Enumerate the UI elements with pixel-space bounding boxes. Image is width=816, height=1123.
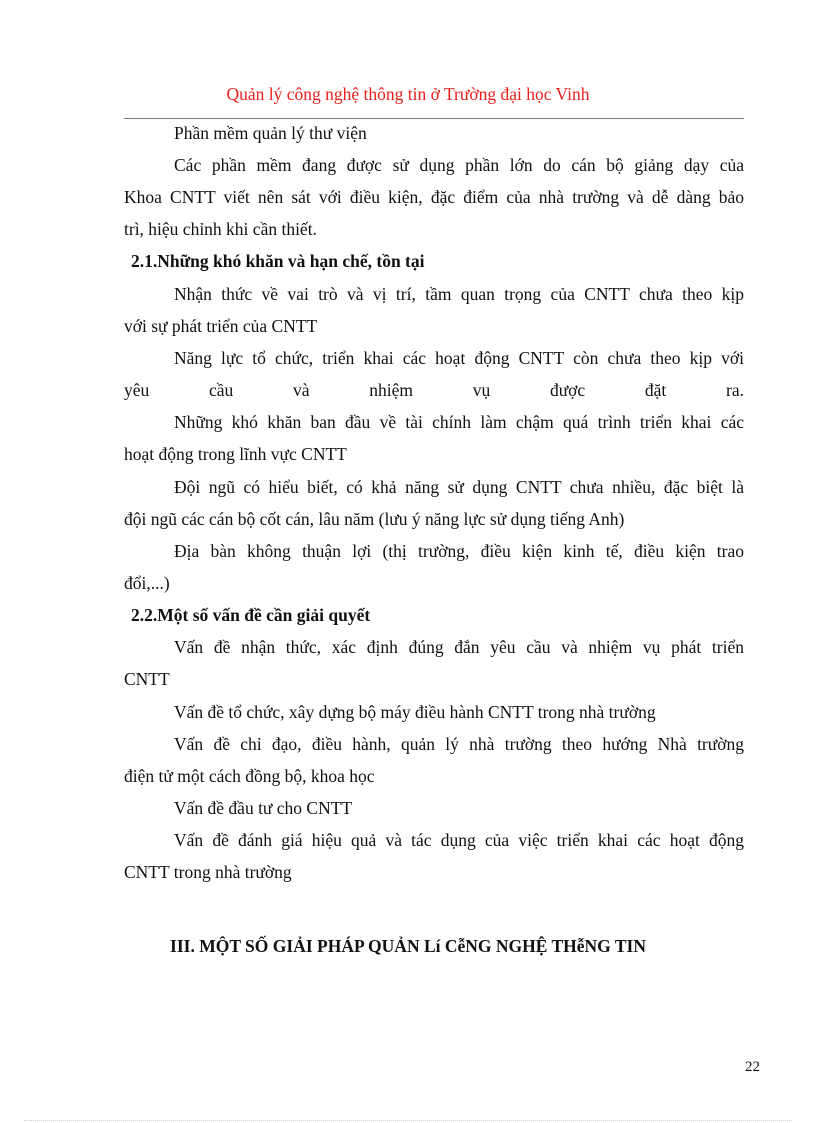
paragraph-line: Năng lực tổ chức, triển khai các hoạt động CNTT còn chưa theo kịp với [174, 348, 744, 368]
subsection-heading: 2.2.Một số vấn đề cần giải quyết [131, 605, 371, 625]
paragraph-line: Nhận thức về vai trò và vị trí, tầm quan trọng của CNTT chưa theo kịp [174, 284, 744, 304]
paragraph-line: đổi,...) [124, 573, 170, 593]
paragraph-line: Địa bàn không thuận lợi (thị trường, điều kiện kinh tế, điều kiện trao [174, 541, 744, 561]
paragraph-line: CNTT [124, 669, 170, 689]
paragraph-line: Vấn đề chỉ đạo, điều hành, quản lý nhà trường theo hướng Nhà trường [174, 734, 744, 754]
paragraph-line: với sự phát triển của CNTT [124, 316, 318, 336]
paragraph-line: Vấn đề tổ chức, xây dựng bộ máy điều hành CNTT trong nhà trường [174, 702, 656, 722]
paragraph-line: Vấn đề nhận thức, xác định đúng đắn yêu cầu và nhiệm vụ phát triển [174, 637, 744, 657]
section-title: III. MỘT SỐ GIẢI PHÁP QUẢN Lí CễNG NGHỆ THễNG TIN [170, 936, 646, 956]
paragraph-line: Vấn đề đầu tư cho CNTT [174, 798, 353, 818]
paragraph-line: Các phần mềm đang được sử dụng phần lớn do cán bộ giảng dạy của [174, 155, 744, 175]
paragraph-line: CNTT trong nhà trường [124, 862, 292, 882]
page-header-title: Quản lý công nghệ thông tin ở Trường đại học Vinh [226, 84, 590, 104]
paragraph-line: hoạt động trong lĩnh vực CNTT [124, 444, 347, 464]
paragraph-line: Phần mềm quản lý thư viện [174, 123, 367, 143]
paragraph-line: yêu cầu và nhiệm vụ được đặt ra. [124, 380, 744, 400]
paragraph-line: trì, hiệu chỉnh khi cần thiết. [124, 219, 317, 239]
page-bottom-divider [24, 1120, 792, 1121]
paragraph-line: Khoa CNTT viết nên sát với điều kiện, đặc điểm của nhà trường và dễ dàng bảo [124, 187, 744, 207]
paragraph-line: Những khó khăn ban đầu về tài chính làm chậm quá trình triển khai các [174, 412, 744, 432]
paragraph-line: Vấn đề đánh giá hiệu quả và tác dụng của việc triển khai các hoạt động [174, 830, 744, 850]
paragraph-line: điện tử một cách đồng bộ, khoa học [124, 766, 375, 786]
page-number: 22 [745, 1059, 760, 1075]
subsection-heading: 2.1.Những khó khăn và hạn chế, tồn tại [131, 251, 425, 271]
paragraph-line: đội ngũ các cán bộ cốt cán, lâu năm (lưu ý năng lực sử dụng tiếng Anh) [124, 509, 625, 529]
paragraph-line: Đội ngũ có hiểu biết, có khả năng sử dụng CNTT chưa nhiều, đặc biệt là [174, 477, 744, 497]
